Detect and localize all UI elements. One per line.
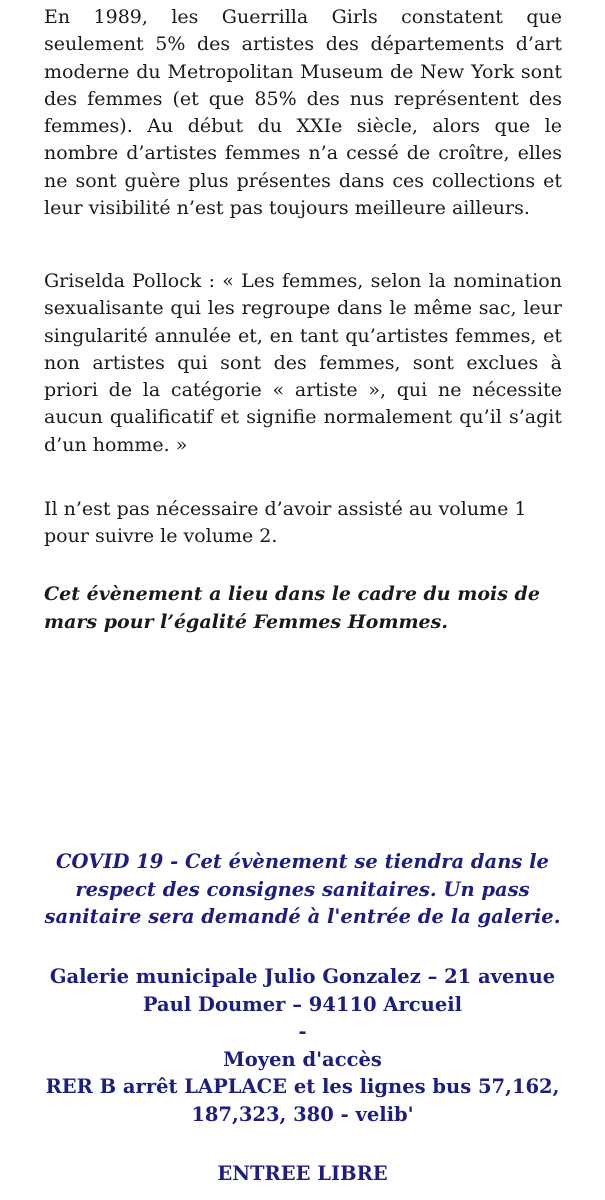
access-line: RER B arrêt LAPLACE et les lignes bus 57,162, [45, 1075, 560, 1098]
intro-paragraph: En 1989, les Guerrilla Girls constatent que seulement 5% des artistes des départements d’art moderne du Metropolitan Museum de New York sont des femmes (et que 85% des nus représentent des femmes). Au début du XXIe siècle, alors que le nombre d’artistes femmes n’a cessé de croître, elles ne sont guère plus présentes dans ces collections et leur visibilité n’est pas toujours meilleure ailleurs. [44, 6, 562, 220]
venue-info [10, 963, 595, 1128]
covid-notice-line: COVID 19 - Cet évènement se tiendra dans le [56, 850, 549, 873]
venue-separator: - [298, 1020, 307, 1043]
covid-notice-line: sanitaire sera demandé à l'entrée de la galerie. [44, 905, 561, 928]
venue-address-line: Paul Doumer – 94110 Arcueil [142, 992, 463, 1016]
event-context-paragraph: Cet évènement a lieu dans le cadre du mois de mars pour l’égalité Femmes Hommes. [44, 583, 540, 633]
quote-paragraph: Griselda Pollock : « Les femmes, selon la nomination sexualisante qui les regroupe dans le même sac, leur singularité annulée et, en tant qu’artistes femmes, et non artistes qui sont des femmes, sont exclues à priori de la catégorie « artiste », qui ne nécessite aucun qualificatif et signifie normalement qu’il s’agit d’un homme. » [44, 270, 562, 456]
volume-note-paragraph: Il n’est pas nécessaire d’avoir assisté au volume 1 pour suivre le volume 2. [44, 498, 527, 548]
venue-address-line: Galerie municipale Julio Gonzalez – 21 avenue [49, 965, 556, 988]
free-entry-label: ENTREE LIBRE [217, 1162, 388, 1185]
access-title: Moyen d'accès [223, 1047, 382, 1071]
covid-notice [10, 848, 595, 931]
covid-notice-line: respect des consignes sanitaires. Un pass [75, 877, 530, 901]
access-line: 187,323, 380 - velib' [191, 1102, 414, 1126]
